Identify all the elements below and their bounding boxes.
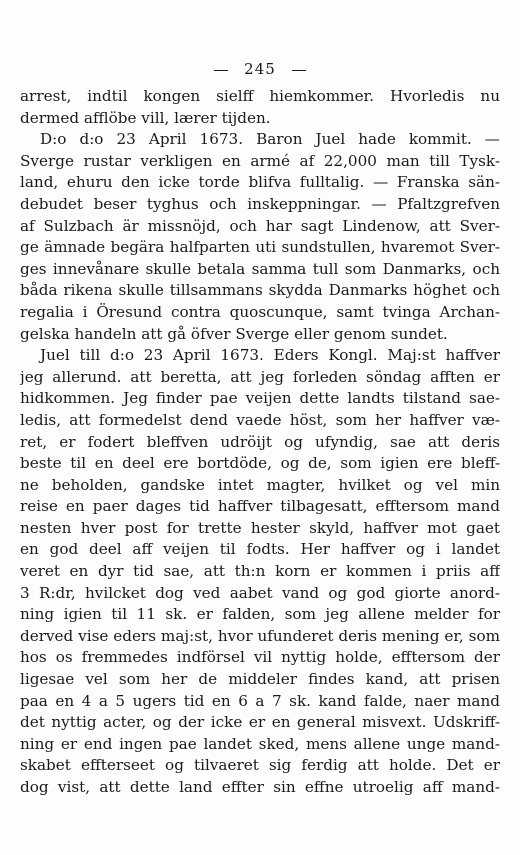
text-line: gelska handeln att gå öfver Sverge eller genom sundet. (20, 324, 448, 343)
text-line: paa en 4 a 5 ugers tid en 6 a 7 sk. kand falde, naer mand (20, 691, 500, 710)
page-header (0, 60, 520, 78)
text-line: hos os fremmedes indförsel vil nyttig holde, efftersom der (20, 648, 500, 667)
text-line: en god deel aff veijen til fodts. Her haffver og i landet (20, 540, 500, 559)
text-line: land, ehuru den icke torde blifva fulltalig. — Franska sän- (20, 173, 500, 192)
text-line: ges innevånare skulle betala samma tull som Danmarks, och (20, 259, 500, 278)
text-line: nesten hver post for trette hester skyld, haffver mot gaet (20, 518, 500, 537)
text-line: ledis, att formedelst dend vaede höst, som her haffver væ- (20, 410, 500, 429)
text-line: jeg allerund. att beretta, att jeg forleden söndag afften er (20, 367, 500, 386)
text-line: beste til en deel ere bortdöde, og de, som igien ere bleff- (20, 454, 500, 473)
text-line: ret, er fodert bleffven udröijt og ufyndig, sae att deris (20, 432, 500, 451)
text-line: dog vist, att dette land effter sin effne utroelig aff mand- (20, 778, 500, 796)
text-line: hidkommen. Jeg finder pae veijen dette landts tilstand sae- (20, 389, 500, 408)
text-line: dermed afflöbe vill, lærer tijden. (20, 108, 271, 127)
text-line: det nyttig acter, og der icke er en general misvext. Udskriff- (20, 713, 500, 732)
text-line: Juel till d:o 23 April 1673. Eders Kongl. Maj:st haffver (40, 346, 500, 365)
text-line: båda rikena skulle tillsammans skydda Danmarks höghet och (20, 281, 500, 300)
text-line: ne beholden, gandske intet magter, hvilket og vel min (20, 475, 500, 494)
text-line: ge ämnade begära halfparten uti sundstullen, hvaremot Sver- (20, 238, 500, 257)
text-line: veret en dyr tid sae, att th:n korn er kommen i priis aff (20, 562, 500, 581)
text-line: debudet beser tyghus och inskeppningar. — Pfaltzgrefven (20, 194, 500, 213)
header-dash-left (214, 70, 228, 71)
text-line: 3 R:dr, hvilcket dog ved aabet vand og god giorte anord- (20, 583, 500, 602)
body-text (20, 86, 500, 799)
text-line: skabet effterseet og tilvaeret sig ferdig att holde. Det er (20, 756, 500, 775)
text-line: regalia i Öresund contra quoscunque, samt tvinga Archan- (20, 302, 500, 321)
text-line: Sverge rustar verkligen en armé af 22,000 man till Tysk- (20, 151, 500, 170)
text-line: ning er end ingen pae landet sked, mens allene unge mand- (20, 734, 500, 753)
text-line: derved vise eders maj:st, hvor ufunderet deris mening er, som (20, 626, 500, 645)
text-line: ning igien til 11 sk. er falden, som jeg allene melder for (20, 605, 500, 624)
text-line: D:o d:o 23 April 1673. Baron Juel hade kommit. — (40, 130, 500, 149)
text-line: af Sulzbach är missnöjd, och har sagt Lindenow, att Sver- (20, 216, 500, 235)
text-line: reise en paer dages tid haffver tilbagesatt, efftersom mand (20, 497, 500, 516)
header-dash-right (292, 70, 306, 71)
text-line: ligesae vel som her de middeler findes kand, att prisen (20, 670, 500, 689)
text-line: arrest, indtil kongen sielff hiemkommer. Hvorledis nu (20, 87, 500, 105)
page-number: 245 (244, 60, 276, 78)
